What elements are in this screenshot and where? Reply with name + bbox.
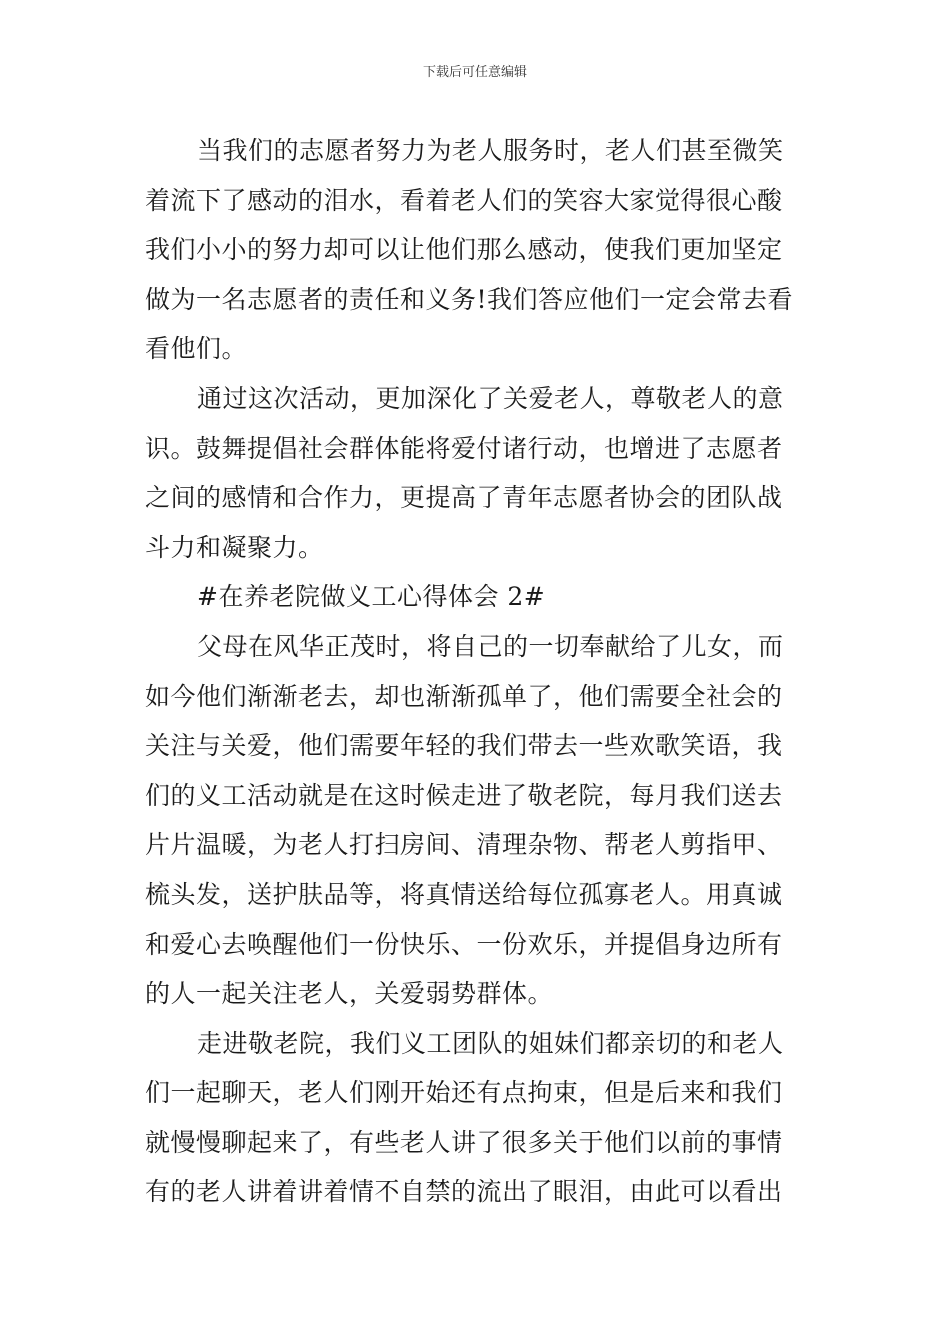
text-line: 父母在风华正茂时，将自己的一切奉献给了儿女，而 <box>197 631 784 661</box>
text-line: 如今他们渐渐老去，却也渐渐孤单了，他们需要全社会的 <box>145 681 783 711</box>
text-line: 有的老人讲着讲着情不自禁的流出了眼泪，由此可以看出 <box>145 1177 783 1207</box>
body-text <box>145 126 805 1217</box>
text-line: 识。鼓舞提倡社会群体能将爱付诸行动，也增进了志愿者 <box>145 433 783 463</box>
text-line: 关注与关爱，他们需要年轻的我们带去一些欢歌笑语，我 <box>145 731 783 761</box>
text-line: 就慢慢聊起来了，有些老人讲了很多关于他们以前的事情 <box>145 1127 783 1157</box>
text-line: 走进敬老院，我们义工团队的姐妹们都亲切的和老人 <box>197 1028 784 1058</box>
text-line: #在养老院做义工心得体会 2# <box>197 582 546 612</box>
text-line: 我们小小的努力却可以让他们那么感动，使我们更加坚定 <box>145 235 783 265</box>
text-line: 之间的感情和合作力，更提高了青年志愿者协会的团队战 <box>145 483 783 513</box>
text-line: 的人一起关注老人，关爱弱势群体。 <box>145 979 554 1009</box>
text-line: 们一起聊天，老人们刚开始还有点拘束，但是后来和我们 <box>145 1078 783 1108</box>
text-line: 梳头发，送护肤品等，将真情送给每位孤寡老人。用真诚 <box>145 879 783 909</box>
text-line: 当我们的志愿者努力为老人服务时，老人们甚至微笑 <box>197 136 784 165</box>
text-line: 做为一名志愿者的责任和义务!我们答应他们一定会常去看 <box>145 284 794 314</box>
text-line: 们的义工活动就是在这时候走进了敬老院，每月我们送去 <box>145 780 783 810</box>
text-line: 和爱心去唤醒他们一份快乐、一份欢乐，并提倡身边所有 <box>145 929 783 959</box>
text-line: 看他们。 <box>145 334 248 364</box>
page-header: 下载后可任意编辑 <box>422 65 527 80</box>
text-line: 片片温暖，为老人打扫房间、清理杂物、帮老人剪指甲、 <box>145 830 783 860</box>
text-line: 着流下了感动的泪水，看着老人们的笑容大家觉得很心酸 <box>145 185 783 215</box>
text-line: 斗力和凝聚力。 <box>145 532 324 562</box>
text-line: 通过这次活动，更加深化了关爱老人，尊敬老人的意 <box>197 383 784 413</box>
